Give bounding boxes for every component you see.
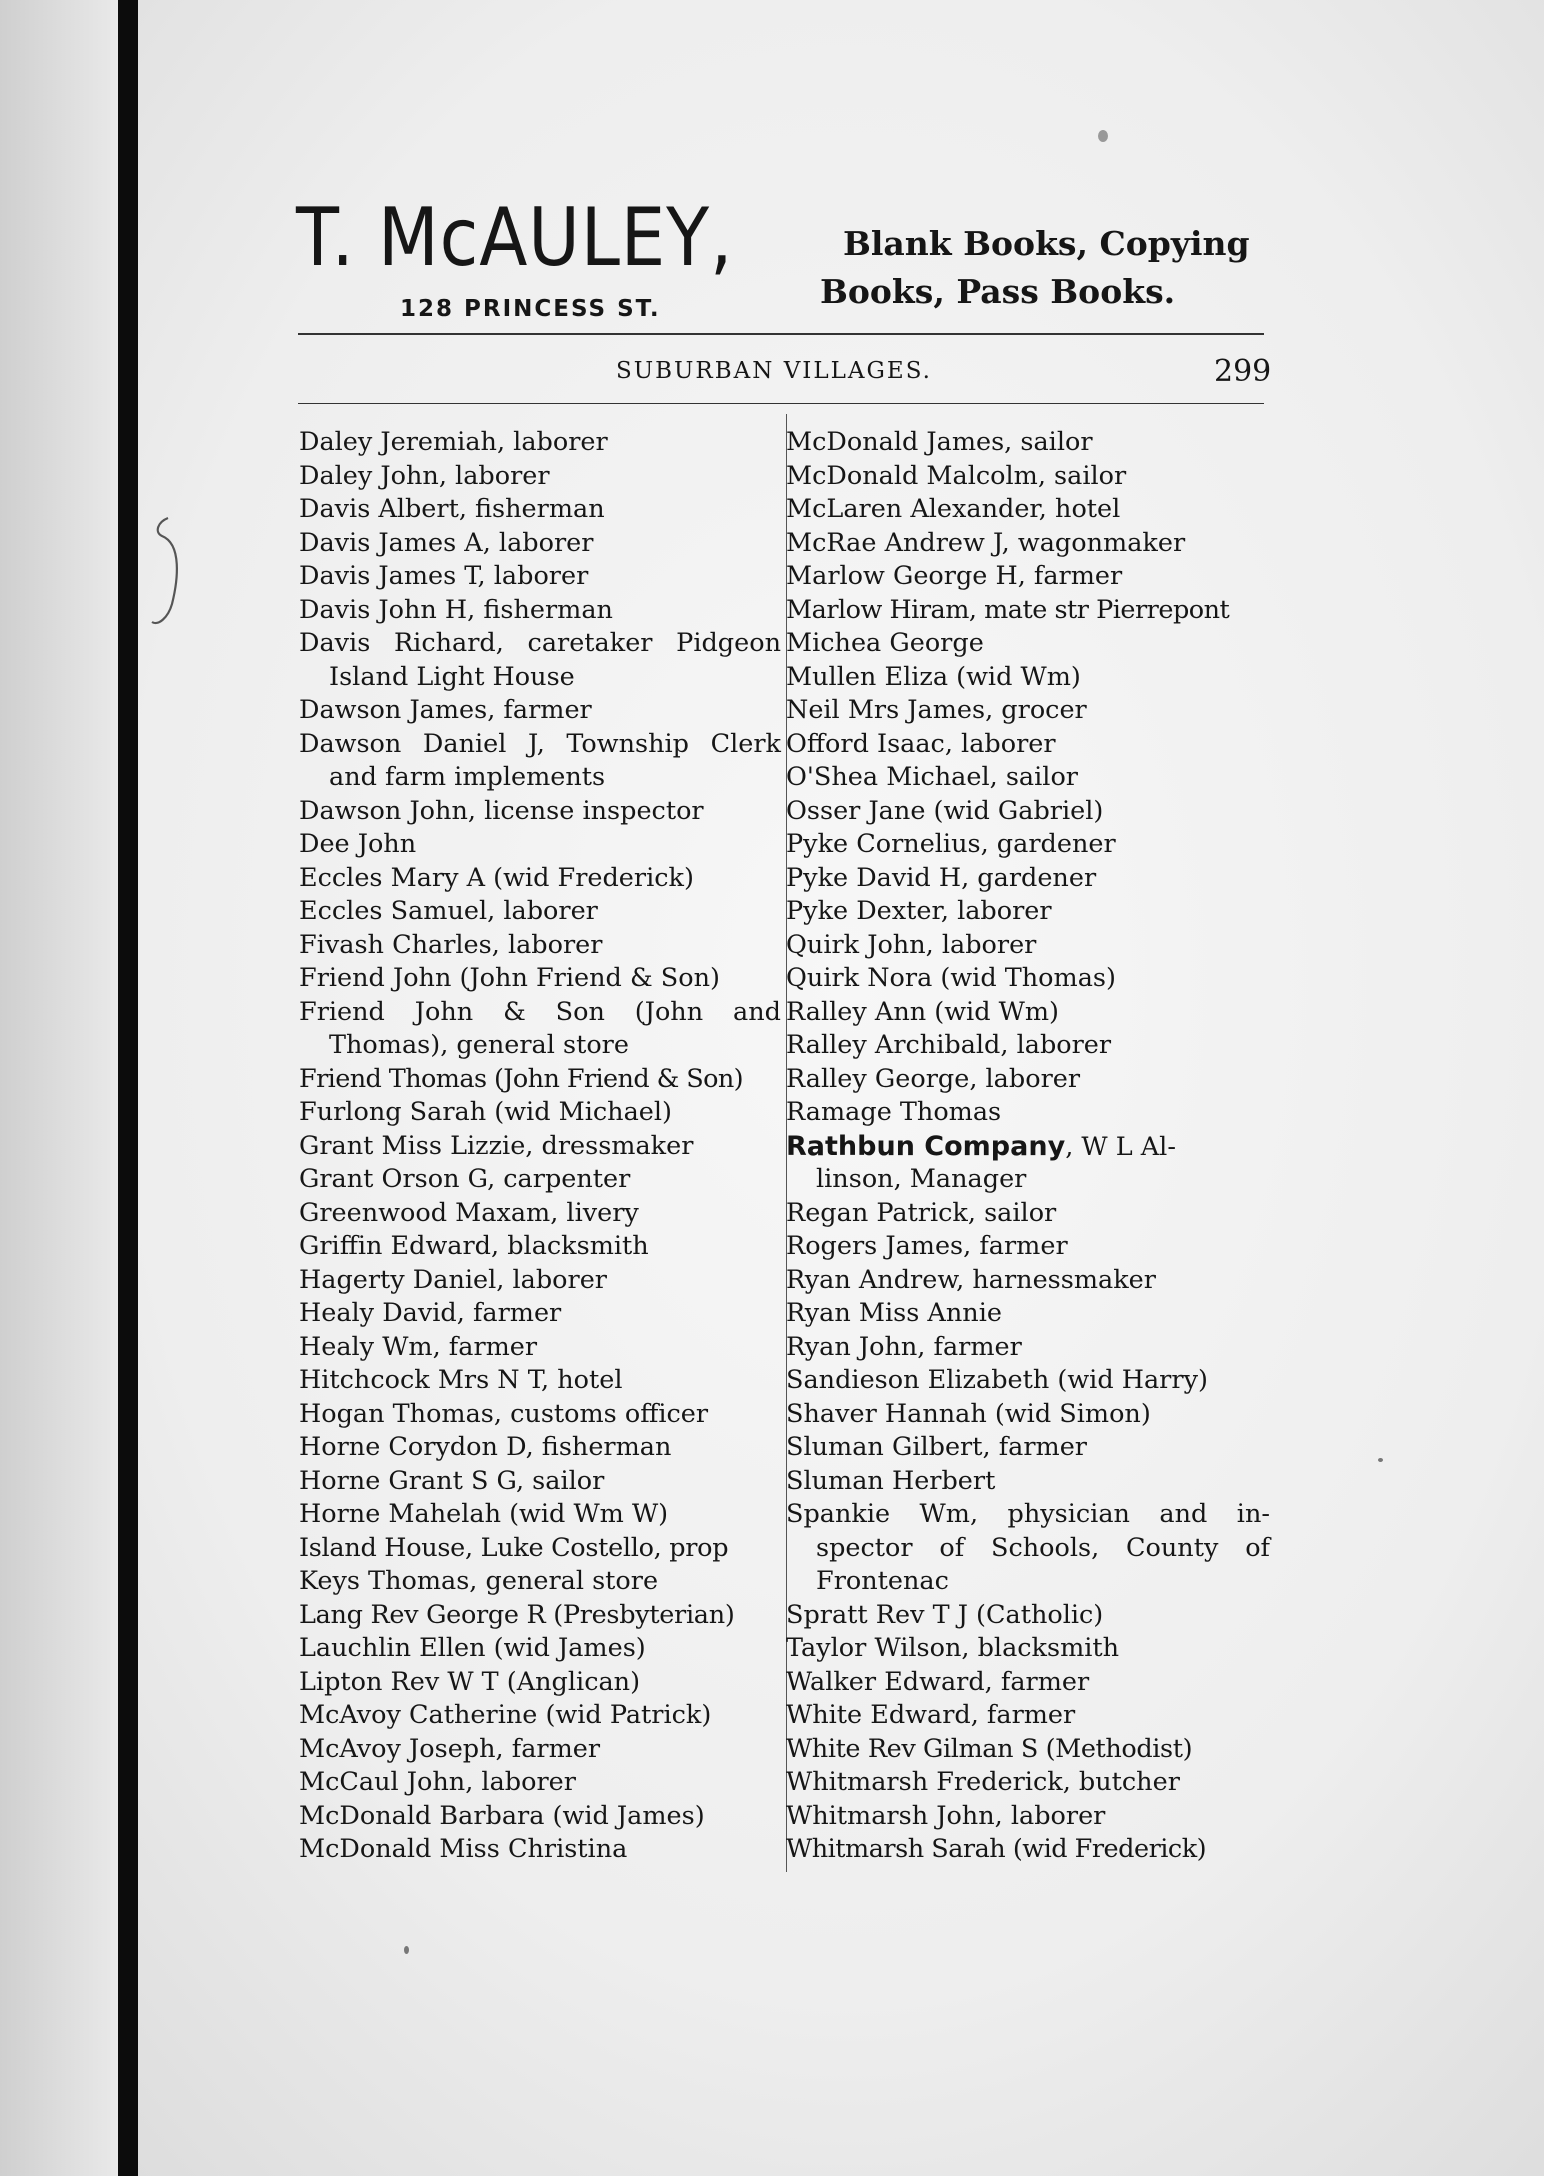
directory-entry: Furlong Sarah (wid Michael) bbox=[299, 1097, 672, 1127]
directory-entry: Rogers James, farmer bbox=[786, 1231, 1068, 1261]
directory-entry: Eccles Mary A (wid Frederick) bbox=[299, 862, 694, 893]
directory-entry: McAvoy Joseph, farmer bbox=[299, 1733, 601, 1764]
directory-entry: Ryan Andrew, harnessmaker bbox=[786, 1264, 1156, 1295]
directory-entry-continuation: Island Light House bbox=[329, 661, 575, 692]
directory-column-left bbox=[299, 426, 781, 1867]
directory-entry: Lipton Rev W T (Anglican) bbox=[299, 1666, 641, 1697]
directory-entry: Ralley George, laborer bbox=[786, 1063, 1081, 1094]
directory-entry: Spratt Rev T J (Catholic) bbox=[786, 1599, 1104, 1630]
directory-entry: Davis James A, laborer bbox=[299, 527, 594, 558]
directory-entry: Island House, Luke Costello, prop bbox=[299, 1532, 729, 1563]
page-number: 299 bbox=[1214, 354, 1272, 389]
directory-entry: Sluman Herbert bbox=[786, 1465, 996, 1496]
directory-entry: Quirk John, laborer bbox=[786, 929, 1037, 960]
directory-entry: Whitmarsh Frederick, butcher bbox=[786, 1767, 1180, 1797]
directory-entry: Osser Jane (wid Gabriel) bbox=[786, 795, 1104, 826]
directory-entry: McLaren Alexander, hotel bbox=[786, 494, 1121, 524]
directory-entry-continuation: linson, Manager bbox=[816, 1164, 1027, 1194]
pencil-annotation bbox=[148, 510, 208, 630]
directory-entry: Ryan Miss Annie bbox=[786, 1298, 1002, 1328]
directory-entry: Dawson John, license inspector bbox=[299, 795, 704, 826]
directory-entry: Taylor Wilson, blacksmith bbox=[786, 1633, 1120, 1663]
featured-company-name: Rathbun Company bbox=[786, 1130, 1066, 1162]
directory-entry: Daley Jeremiah, laborer bbox=[299, 427, 608, 457]
directory-entry: McAvoy Catherine (wid Patrick) bbox=[299, 1700, 712, 1730]
directory-entry: Dawson James, farmer bbox=[299, 695, 592, 725]
directory-entry: Davis Albert, fisherman bbox=[299, 494, 605, 524]
directory-entry: Ryan John, farmer bbox=[786, 1331, 1022, 1362]
directory-entry: Offord Isaac, laborer bbox=[786, 728, 1056, 759]
directory-entry: Daley John, laborer bbox=[299, 460, 550, 491]
directory-entry-continuation: spector of Schools, County of bbox=[816, 1532, 1270, 1563]
directory-entry: McDonald Barbara (wid James) bbox=[299, 1800, 705, 1831]
directory-entry: Dawson Daniel J, Township Clerk bbox=[299, 728, 781, 759]
directory-entry: Grant Orson G, carpenter bbox=[299, 1164, 631, 1194]
directory-entry: Grant Miss Lizzie, dressmaker bbox=[299, 1130, 694, 1161]
directory-entry: Pyke David H, gardener bbox=[786, 862, 1097, 893]
facing-page-margin bbox=[0, 0, 118, 2176]
directory-entry: Friend John (John Friend & Son) bbox=[299, 963, 720, 993]
advertiser-name: T. McAULEY, bbox=[296, 191, 734, 284]
directory-entry: Greenwood Maxam, livery bbox=[299, 1197, 639, 1228]
directory-entry: Neil Mrs James, grocer bbox=[786, 695, 1087, 725]
directory-entry: Ramage Thomas bbox=[786, 1097, 1002, 1127]
directory-entry: Marlow Hiram, mate str Pierrepont bbox=[786, 594, 1230, 625]
featured-company-detail: , W L Al- bbox=[1065, 1131, 1176, 1162]
directory-entry: Shaver Hannah (wid Simon) bbox=[786, 1398, 1151, 1429]
header-rule-bottom bbox=[298, 403, 1264, 404]
directory-entry: Quirk Nora (wid Thomas) bbox=[786, 963, 1116, 993]
directory-entry: Davis Richard, caretaker Pidgeon bbox=[299, 628, 781, 658]
directory-entry: Hitchcock Mrs N T, hotel bbox=[299, 1365, 623, 1395]
directory-entry: Ralley Archibald, laborer bbox=[786, 1030, 1112, 1060]
directory-entry: Healy Wm, farmer bbox=[299, 1331, 538, 1362]
directory-entry: Friend Thomas (John Friend & Son) bbox=[299, 1063, 743, 1094]
directory-entry: Mullen Eliza (wid Wm) bbox=[786, 661, 1081, 692]
directory-entry: Hogan Thomas, customs officer bbox=[299, 1398, 709, 1429]
directory-entry: Keys Thomas, general store bbox=[299, 1566, 659, 1596]
directory-entry: Michea George bbox=[786, 628, 984, 658]
directory-entry: Ralley Ann (wid Wm) bbox=[786, 996, 1059, 1027]
directory-entry: Davis John H, fisherman bbox=[299, 594, 613, 625]
running-head: SUBURBAN VILLAGES. bbox=[616, 358, 932, 384]
advert-tagline-line1: Blank Books, Copying bbox=[843, 224, 1250, 263]
directory-entry: Davis James T, laborer bbox=[299, 561, 589, 591]
directory-entry: Marlow George H, farmer bbox=[786, 561, 1123, 591]
directory-entry: Horne Grant S G, sailor bbox=[299, 1465, 605, 1496]
ink-speck bbox=[1378, 1458, 1383, 1462]
directory-entry-continuation: Frontenac bbox=[816, 1566, 949, 1596]
binding-edge bbox=[118, 0, 138, 2176]
directory-entry: Griffin Edward, blacksmith bbox=[299, 1231, 649, 1261]
directory-entry: Lauchlin Ellen (wid James) bbox=[299, 1633, 646, 1663]
directory-entry: Horne Corydon D, fisherman bbox=[299, 1432, 672, 1462]
directory-entry-continuation: and farm implements bbox=[329, 762, 606, 792]
directory-entry: Whitmarsh Sarah (wid Frederick) bbox=[786, 1834, 1207, 1864]
header-rule-top bbox=[298, 333, 1264, 335]
directory-entry: Sluman Gilbert, farmer bbox=[786, 1432, 1087, 1462]
ink-speck bbox=[1098, 130, 1108, 142]
directory-entry: Friend John & Son (John and bbox=[299, 996, 781, 1027]
directory-entry: White Rev Gilman S (Methodist) bbox=[786, 1733, 1193, 1764]
directory-entry: Walker Edward, farmer bbox=[786, 1666, 1090, 1697]
directory-entry: McDonald James, sailor bbox=[786, 427, 1093, 457]
directory-entry: Spankie Wm, physician and in- bbox=[786, 1499, 1270, 1529]
directory-entry: White Edward, farmer bbox=[786, 1700, 1076, 1730]
directory-entry: Regan Patrick, sailor bbox=[786, 1197, 1057, 1228]
directory-entry: Dee John bbox=[299, 829, 417, 859]
directory-entry: Pyke Cornelius, gardener bbox=[786, 829, 1116, 859]
directory-entry: Lang Rev George R (Presbyterian) bbox=[299, 1599, 735, 1630]
directory-entry: Sandieson Elizabeth (wid Harry) bbox=[786, 1365, 1208, 1395]
directory-entry-continuation: Thomas), general store bbox=[329, 1030, 629, 1060]
advertiser-address: 128 PRINCESS ST. bbox=[400, 296, 661, 322]
directory-entry: Eccles Samuel, laborer bbox=[299, 896, 598, 926]
directory-entry: McRae Andrew J, wagonmaker bbox=[786, 527, 1186, 558]
directory-entry: Fivash Charles, laborer bbox=[299, 929, 603, 960]
directory-entry-featured bbox=[786, 1130, 1270, 1164]
advert-tagline-line2: Books, Pass Books. bbox=[820, 272, 1176, 311]
directory-entry: Horne Mahelah (wid Wm W) bbox=[299, 1499, 669, 1529]
directory-entry: Pyke Dexter, laborer bbox=[786, 896, 1052, 926]
directory-entry: McDonald Malcolm, sailor bbox=[786, 460, 1127, 491]
directory-entry: McCaul John, laborer bbox=[299, 1767, 576, 1797]
directory-entry: O'Shea Michael, sailor bbox=[786, 762, 1078, 792]
directory-entry: McDonald Miss Christina bbox=[299, 1834, 628, 1864]
directory-entry: Whitmarsh John, laborer bbox=[786, 1800, 1106, 1831]
directory-column-right bbox=[786, 426, 1270, 1867]
directory-entry: Healy David, farmer bbox=[299, 1298, 562, 1328]
ink-speck bbox=[404, 1946, 409, 1954]
directory-entry: Hagerty Daniel, laborer bbox=[299, 1264, 607, 1295]
